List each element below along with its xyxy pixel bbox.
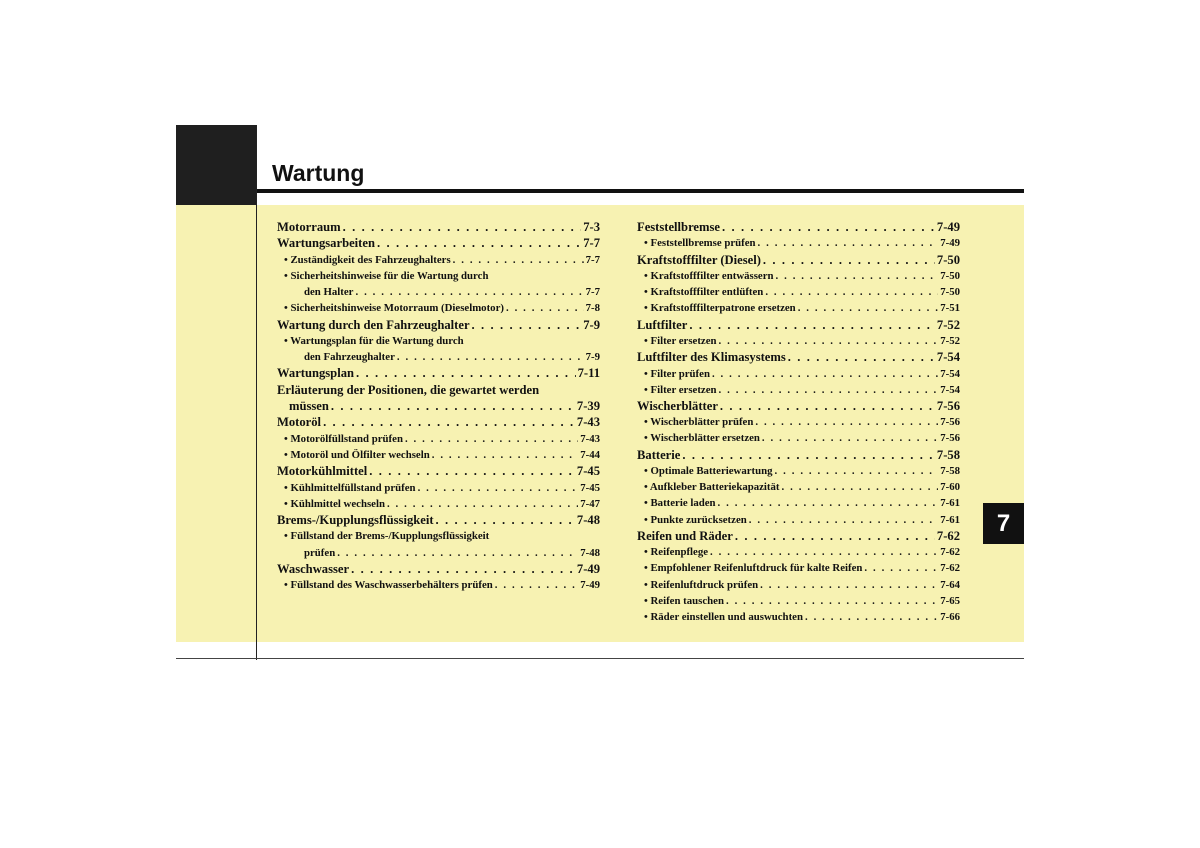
dot-leader bbox=[762, 430, 938, 446]
toc-entry-page: 7-43 bbox=[580, 432, 600, 445]
toc-entry-page: 7-66 bbox=[940, 610, 960, 623]
toc-entry[interactable] bbox=[277, 398, 600, 414]
toc-entry-title: • Filter ersetzen bbox=[644, 383, 717, 396]
toc-entry-page: 7-50 bbox=[936, 252, 960, 267]
toc-entry-page: 7-56 bbox=[940, 416, 960, 429]
toc-entry[interactable] bbox=[637, 284, 960, 300]
toc-entry-page: 7-48 bbox=[576, 513, 600, 527]
toc-entry[interactable] bbox=[637, 495, 960, 511]
dot-leader bbox=[758, 235, 939, 251]
toc-entry-page: 7-61 bbox=[940, 497, 960, 510]
dot-leader bbox=[495, 577, 578, 593]
toc-entry-page: 7-54 bbox=[936, 350, 960, 365]
dot-leader bbox=[788, 349, 935, 365]
toc-entry-title: den Halter bbox=[304, 286, 354, 299]
toc-column-right bbox=[637, 219, 960, 625]
dot-leader bbox=[436, 512, 575, 528]
dot-leader bbox=[763, 252, 935, 268]
toc-entry-title: Wischerblätter bbox=[637, 398, 718, 413]
toc-entry-page: 7-61 bbox=[940, 513, 960, 526]
dot-leader bbox=[760, 577, 938, 593]
toc-entry-page: 7-54 bbox=[940, 383, 960, 396]
dot-leader bbox=[453, 252, 584, 268]
toc-entry-page: 7-45 bbox=[576, 464, 600, 479]
dot-leader bbox=[377, 235, 581, 251]
toc-entry-title: Feststellbremse bbox=[637, 220, 720, 234]
dot-leader bbox=[356, 365, 576, 381]
toc-entry-page: 7-49 bbox=[936, 220, 960, 234]
toc-entry-page: 7-3 bbox=[583, 220, 600, 234]
dot-leader bbox=[397, 349, 584, 365]
dot-leader bbox=[718, 495, 939, 511]
toc-entry[interactable] bbox=[637, 398, 960, 414]
toc-entry[interactable] bbox=[637, 593, 960, 609]
toc-entry-title: • Batterie laden bbox=[644, 497, 716, 510]
toc-entry[interactable] bbox=[637, 366, 960, 382]
dot-leader bbox=[775, 463, 939, 479]
dot-leader bbox=[405, 431, 578, 447]
toc-entry-title: • Räder einstellen und auswuchten bbox=[644, 610, 803, 623]
toc-entry-page: 7-62 bbox=[940, 546, 960, 559]
dot-leader bbox=[735, 528, 935, 544]
toc-entry-page: 7-47 bbox=[580, 497, 600, 510]
toc-entry[interactable] bbox=[637, 528, 960, 544]
toc-entry-page: 7-49 bbox=[940, 237, 960, 250]
toc-entry[interactable] bbox=[277, 545, 600, 561]
dot-leader bbox=[689, 317, 935, 333]
dot-leader bbox=[749, 512, 938, 528]
toc-entry-title: Wartungsplan bbox=[277, 366, 354, 381]
toc-entry-heading: Erläuterung der Positionen, die gewartet werden bbox=[277, 382, 540, 397]
toc-entry-title: • Reifenpflege bbox=[644, 546, 709, 559]
toc-entry[interactable] bbox=[637, 300, 960, 316]
toc-entry-page: 7-58 bbox=[940, 465, 960, 478]
toc-entry-page: 7-9 bbox=[585, 351, 600, 364]
dot-leader bbox=[712, 366, 938, 382]
toc-entry-title: • Kühlmittelfüllstand prüfen bbox=[284, 481, 416, 494]
toc-entry-page: 7-49 bbox=[580, 579, 600, 592]
page-title: Wartung bbox=[272, 160, 365, 186]
toc-entry-title: • Filter ersetzen bbox=[644, 334, 717, 347]
toc-entry-heading: • Sicherheitshinweise für die Wartung durch bbox=[284, 269, 489, 282]
dot-leader bbox=[506, 300, 584, 316]
toc-entry[interactable] bbox=[277, 365, 600, 381]
chapter-tab[interactable]: 7 bbox=[983, 503, 1024, 544]
toc-entry-title: • Kraftstofffilter entlüften bbox=[644, 286, 764, 299]
toc-entry-title: Brems-/Kupplungsflüssigkeit bbox=[277, 513, 434, 527]
toc-entry[interactable] bbox=[277, 577, 600, 593]
dot-leader bbox=[418, 480, 579, 496]
dot-leader bbox=[387, 496, 578, 512]
toc-entry-heading: • Füllstand der Brems-/Kupplungsflüssigkeit bbox=[284, 530, 490, 543]
dot-leader bbox=[864, 560, 938, 576]
dot-leader bbox=[798, 300, 939, 316]
toc-entry[interactable] bbox=[277, 300, 600, 316]
toc-entry[interactable] bbox=[637, 512, 960, 528]
toc-entry-title: Luftfilter bbox=[637, 317, 688, 332]
dot-leader bbox=[726, 593, 938, 609]
toc-entry[interactable] bbox=[277, 480, 600, 496]
toc-column-left bbox=[277, 219, 600, 593]
toc-entry[interactable] bbox=[277, 349, 600, 365]
dot-leader bbox=[805, 609, 938, 625]
toc-entry[interactable] bbox=[637, 219, 960, 235]
toc-entry-title: Motorkühlmittel bbox=[277, 464, 368, 479]
toc-entry-title: Wartung durch den Fahrzeughalter bbox=[277, 317, 470, 332]
dot-leader bbox=[765, 284, 938, 300]
toc-entry-title: Wartungsarbeiten bbox=[277, 236, 375, 251]
toc-entry[interactable] bbox=[277, 431, 600, 447]
toc-entry-page: 7-62 bbox=[936, 528, 960, 543]
toc-entry[interactable] bbox=[637, 317, 960, 333]
toc-entry[interactable] bbox=[637, 544, 960, 560]
toc-entry[interactable] bbox=[637, 609, 960, 625]
dot-leader bbox=[472, 317, 582, 333]
toc-entry-page: 7-54 bbox=[940, 367, 960, 380]
toc-entry-title: • Feststellbremse prüfen bbox=[644, 237, 756, 250]
toc-entry[interactable] bbox=[637, 577, 960, 593]
toc-entry-title: • Sicherheitshinweise Motorraum (Dieselmotor) bbox=[284, 302, 504, 315]
toc-entry-title: • Optimale Batteriewartung bbox=[644, 465, 773, 478]
dot-leader bbox=[722, 219, 935, 235]
toc-entry[interactable] bbox=[277, 284, 600, 300]
dot-leader bbox=[337, 545, 578, 561]
toc-entry[interactable] bbox=[637, 333, 960, 349]
toc-entry-page: 7-51 bbox=[940, 302, 960, 315]
toc-entry[interactable] bbox=[277, 463, 600, 479]
toc-entry[interactable] bbox=[637, 382, 960, 398]
toc-entry[interactable] bbox=[277, 219, 600, 235]
toc-entry[interactable] bbox=[277, 512, 600, 528]
toc-entry-page: 7-58 bbox=[936, 447, 960, 462]
toc-entry-title: • Aufkleber Batteriekapazität bbox=[644, 481, 780, 494]
toc-entry-page: 7-7 bbox=[583, 236, 600, 251]
toc-entry[interactable] bbox=[277, 235, 600, 251]
toc-entry[interactable] bbox=[277, 317, 600, 333]
toc-entry-page: 7-8 bbox=[585, 302, 600, 315]
toc-entry[interactable] bbox=[637, 235, 960, 251]
dot-leader bbox=[719, 333, 939, 349]
toc-entry-title: • Motorölfüllstand prüfen bbox=[284, 432, 403, 445]
toc-entry-page: 7-11 bbox=[577, 366, 600, 381]
toc-entry-title: • Kraftstofffilter entwässern bbox=[644, 269, 774, 282]
toc-entry-title: • Kühlmittel wechseln bbox=[284, 497, 385, 510]
toc-entry-page: 7-7 bbox=[585, 253, 600, 266]
toc-entry-title: Waschwasser bbox=[277, 561, 350, 576]
dot-leader bbox=[782, 479, 939, 495]
toc-entry-title: • Reifenluftdruck prüfen bbox=[644, 578, 759, 591]
dot-leader bbox=[343, 219, 582, 235]
toc-entry-title: Luftfilter des Klimasystems bbox=[637, 350, 786, 365]
toc-entry-title: • Empfohlener Reifenluftdruck für kalte Reifen bbox=[644, 562, 863, 575]
toc-entry-page: 7-52 bbox=[940, 334, 960, 347]
toc-entry-page: 7-65 bbox=[940, 594, 960, 607]
toc-entry[interactable] bbox=[277, 496, 600, 512]
toc-entry-page: 7-9 bbox=[583, 317, 600, 332]
toc-entry[interactable] bbox=[637, 479, 960, 495]
dot-leader bbox=[719, 382, 939, 398]
toc-entry[interactable] bbox=[637, 447, 960, 463]
toc-entry[interactable] bbox=[637, 430, 960, 446]
toc-entry[interactable] bbox=[637, 268, 960, 284]
toc-entry-page: 7-39 bbox=[576, 399, 600, 414]
toc-entry[interactable] bbox=[637, 463, 960, 479]
toc-entry-title: • Füllstand des Waschwasserbehälters prüfen bbox=[284, 579, 493, 592]
dot-leader bbox=[432, 447, 578, 463]
dot-leader bbox=[351, 561, 575, 577]
toc-entry-page: 7-48 bbox=[580, 546, 600, 559]
toc-entry[interactable] bbox=[277, 252, 600, 268]
dot-leader bbox=[720, 398, 935, 414]
toc-entry-title: Reifen und Räder bbox=[637, 528, 733, 543]
toc-entry-page: 7-62 bbox=[940, 562, 960, 575]
dot-leader bbox=[776, 268, 939, 284]
toc-entry-page: 7-60 bbox=[940, 481, 960, 494]
toc-entry-page: 7-49 bbox=[576, 561, 600, 576]
toc-entry-page: 7-50 bbox=[940, 269, 960, 282]
toc-entry-title: Kraftstofffilter (Diesel) bbox=[637, 252, 761, 267]
toc-entry-title: • Motoröl und Ölfilter wechseln bbox=[284, 449, 430, 462]
toc-entry-title: prüfen bbox=[304, 546, 336, 559]
toc-entry[interactable] bbox=[277, 414, 600, 430]
toc-entry[interactable] bbox=[637, 349, 960, 365]
bottom-rule bbox=[176, 658, 1024, 659]
toc-entry-page: 7-44 bbox=[580, 449, 600, 462]
toc-entry-title: Motoröl bbox=[277, 415, 322, 430]
toc-entry[interactable] bbox=[637, 252, 960, 268]
toc-entry-title: • Wischerblätter prüfen bbox=[644, 416, 754, 429]
toc-entry-title: • Reifen tauschen bbox=[644, 594, 724, 607]
toc-entry-page: 7-64 bbox=[940, 578, 960, 591]
toc-entry-title: • Punkte zurücksetzen bbox=[644, 513, 747, 526]
toc-entry-title: • Zuständigkeit des Fahrzeughalters bbox=[284, 253, 451, 266]
dot-leader bbox=[682, 447, 935, 463]
toc-entry-title: Batterie bbox=[637, 447, 681, 462]
left-margin-band bbox=[176, 205, 257, 642]
toc-entry-title: • Kraftstofffilterpatrone ersetzen bbox=[644, 302, 796, 315]
toc-entry-title: den Fahrzeughalter bbox=[304, 351, 395, 364]
toc-entry-page: 7-56 bbox=[936, 398, 960, 413]
toc-entry[interactable] bbox=[277, 561, 600, 577]
toc-entry-title: müssen bbox=[289, 399, 329, 414]
dot-leader bbox=[710, 544, 938, 560]
toc-entry-heading: • Wartungsplan für die Wartung durch bbox=[284, 334, 464, 347]
toc-entry-page: 7-43 bbox=[576, 415, 600, 430]
toc-entry-page: 7-45 bbox=[580, 481, 600, 494]
title-underline bbox=[257, 189, 1024, 193]
dot-leader bbox=[331, 398, 575, 414]
toc-entry-title: • Filter prüfen bbox=[644, 367, 710, 380]
chapter-header-block bbox=[176, 125, 257, 205]
toc-entry-page: 7-50 bbox=[940, 286, 960, 299]
toc-entry-title: • Wischerblätter ersetzen bbox=[644, 432, 760, 445]
toc-entry[interactable] bbox=[277, 447, 600, 463]
toc-entry-title: Motorraum bbox=[277, 220, 341, 234]
dot-leader bbox=[369, 463, 575, 479]
toc-entry[interactable] bbox=[637, 414, 960, 430]
toc-entry-page: 7-52 bbox=[936, 317, 960, 332]
toc-entry-page: 7-7 bbox=[585, 286, 600, 299]
dot-leader bbox=[323, 414, 575, 430]
toc-entry[interactable] bbox=[637, 560, 960, 576]
dot-leader bbox=[355, 284, 583, 300]
toc-entry-page: 7-56 bbox=[940, 432, 960, 445]
dot-leader bbox=[755, 414, 938, 430]
